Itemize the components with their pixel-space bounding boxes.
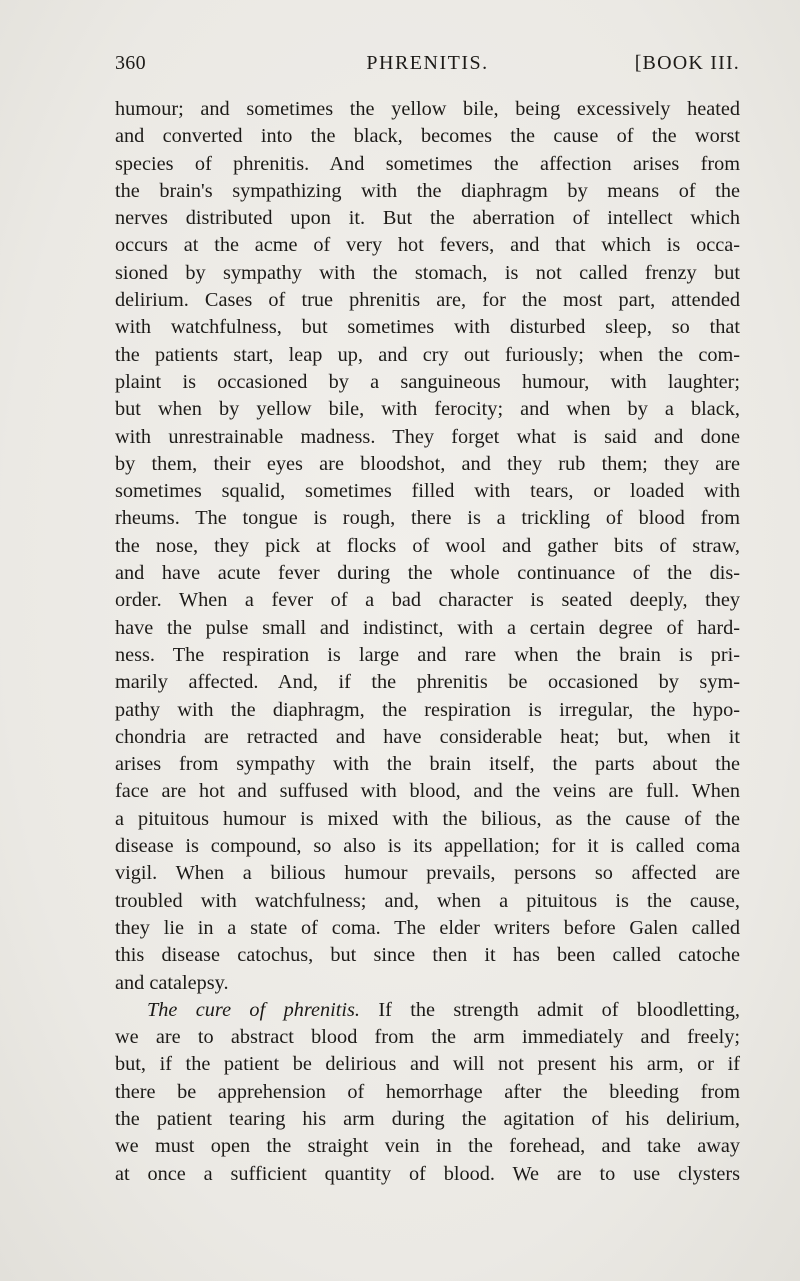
text-line: disease is compound, so also is its appellation; for it is called coma — [115, 835, 740, 858]
text-line: we are to abstract blood from the arm immediately and freely; — [115, 1026, 740, 1049]
book-reference: [BOOK III. — [634, 52, 740, 74]
text-line: this disease catochus, but since then it has been called catoche — [115, 944, 740, 967]
text-line: troubled with watchfulness; and, when a pituitous is the cause, — [115, 889, 740, 912]
text-line: we must open the straight vein in the forehead, and take away — [115, 1135, 740, 1158]
text-line: the brain's sympathizing with the diaphragm by means of the — [115, 179, 740, 202]
page-number: 360 — [115, 52, 146, 74]
text-line: plaint is occasioned by a sanguineous humour, with laughter; — [115, 370, 740, 393]
text-line: delirium. Cases of true phrenitis are, for the most part, attended — [115, 289, 740, 312]
text-line: and catalepsy. — [115, 971, 229, 994]
text-line: sometimes squalid, sometimes filled with tears, or loaded with — [115, 480, 740, 503]
text-line: have the pulse small and indistinct, with a certain degree of hard- — [115, 616, 740, 639]
cure-heading: The cure of phrenitis. — [147, 998, 361, 1021]
body-text — [115, 96, 740, 1188]
running-title: PHRENITIS. — [366, 52, 489, 74]
text-line: but when by yellow bile, with ferocity; and when by a black, — [115, 398, 740, 421]
cure-first-line-text: If the strength admit of bloodletting, — [378, 998, 741, 1021]
text-line: a pituitous humour is mixed with the bilious, as the cause of the — [115, 807, 740, 830]
text-line: species of phrenitis. And sometimes the affection arises from — [115, 152, 740, 175]
text-line: there be apprehension of hemorrhage after the bleeding from — [115, 1080, 740, 1103]
text-line: with watchfulness, but sometimes with disturbed sleep, so that — [115, 316, 740, 339]
text-line: the patients start, leap up, and cry out furiously; when the com- — [115, 343, 740, 366]
text-line: vigil. When a bilious humour prevails, persons so affected are — [115, 862, 740, 885]
text-line: sioned by sympathy with the stomach, is not called frenzy but — [115, 261, 740, 284]
running-header — [115, 52, 740, 82]
text-line: pathy with the diaphragm, the respiration is irregular, the hypo- — [115, 698, 740, 721]
text-line: by them, their eyes are bloodshot, and they rub them; they are — [115, 452, 740, 475]
text-line: nerves distributed upon it. But the aberration of intellect which — [115, 207, 740, 230]
text-line: rheums. The tongue is rough, there is a trickling of blood from — [115, 507, 740, 530]
text-line: face are hot and suffused with blood, and the veins are full. When — [115, 780, 740, 803]
text-line: occurs at the acme of very hot fevers, and that which is occa- — [115, 234, 740, 257]
text-line: the nose, they pick at flocks of wool and gather bits of straw, — [115, 534, 740, 557]
text-line: but, if the patient be delirious and will not present his arm, or if — [115, 1053, 740, 1076]
text-line: marily affected. And, if the phrenitis be occasioned by sym- — [115, 671, 740, 694]
text-line: humour; and sometimes the yellow bile, being excessively heated — [115, 98, 740, 120]
text-line: the patient tearing his arm during the agitation of his delirium, — [115, 1107, 740, 1130]
text-line: with unrestrainable madness. They forget what is said and done — [115, 425, 740, 448]
text-line: and converted into the black, becomes the cause of the worst — [115, 125, 740, 148]
text-line: ness. The respiration is large and rare when the brain is pri- — [115, 643, 740, 666]
text-line: they lie in a state of coma. The elder writers before Galen called — [115, 916, 740, 939]
text-line: and have acute fever during the whole continuance of the dis- — [115, 562, 740, 585]
text-line: order. When a fever of a bad character is seated deeply, they — [115, 589, 740, 612]
text-line: at once a sufficient quantity of blood. We are to use clysters — [115, 1162, 740, 1185]
text-line: chondria are retracted and have considerable heat; but, when it — [115, 725, 740, 748]
text-line: arises from sympathy with the brain itself, the parts about the — [115, 753, 740, 776]
cure-paragraph-first-line — [115, 997, 740, 1024]
